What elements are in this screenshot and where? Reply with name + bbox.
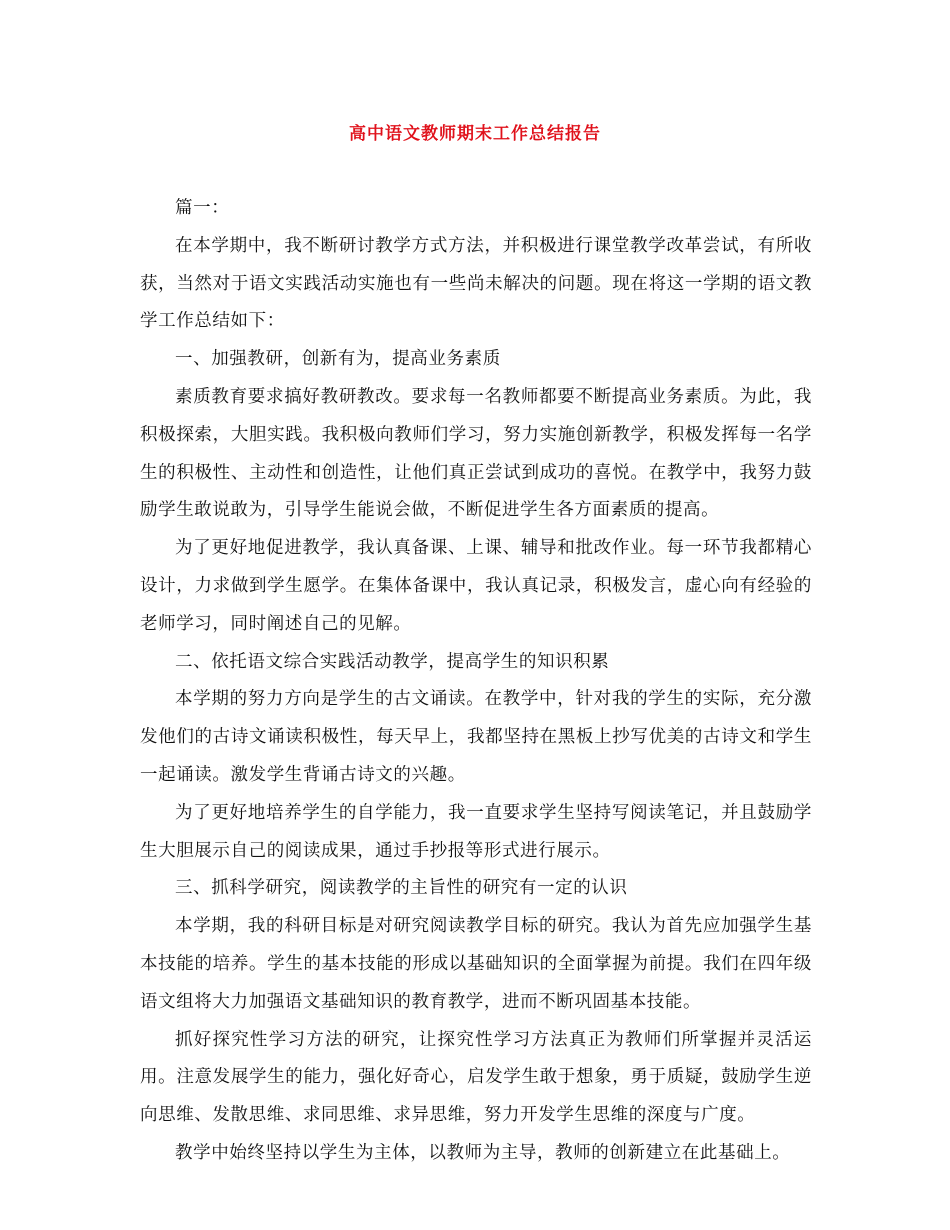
paragraph-3b: 抓好探究性学习方法的研究，让探究性学习方法真正为教师们所掌握并灵活运用。注意发展学生的能力，强化好奇心，启发学生敢于想象，勇于质疑，鼓励学生逆向思维、发散思维、求同思维、求异思维，努力开发学生思维的深度与广度。: [140, 1029, 812, 1126]
document-title: 高中语文教师期末工作总结报告: [349, 124, 601, 144]
paragraph-section-label: 篇一：: [175, 198, 230, 218]
paragraph-1b: 为了更好地促进教学，我认真备课、上课、辅导和批改作业。每一环节我都精心设计，力求做到学生愿学。在集体备课中，我认真记录，积极发言，虚心向有经验的老师学习，同时阐述自己的见解。: [140, 538, 812, 634]
paragraph-2a: 本学期的努力方向是学生的古文诵读。在教学中，针对我的学生的实际，充分激发他们的古诗文诵读积极性，每天早上，我都坚持在黑板上抄写优美的古诗文和学生一起诵读。激发学生背诵古诗文的兴趣。: [140, 689, 812, 785]
paragraph-2b: 为了更好地培养学生的自学能力，我一直要求学生坚持写阅读笔记，并且鼓励学生大胆展示自己的阅读成果，通过手抄报等形式进行展示。: [140, 802, 812, 861]
heading-section-1: 一、加强教研，创新有为，提高业务素质: [175, 349, 501, 370]
heading-section-3: 三、抓科学研究，阅读教学的主旨性的研究有一定的认识: [175, 878, 628, 899]
paragraph-1a: 素质教育要求搞好教研教改。要求每一名教师都要不断提高业务素质。为此，我积极探索，大胆实践。我积极向教师们学习，努力实施创新教学，积极发挥每一名学生的积极性、主动性和创造性，让他们真正尝试到成功的喜悦。在教学中，我努力鼓励学生敢说敢为，引导学生能说会做，不断促进学生各方面素质的提高。: [140, 386, 812, 521]
paragraph-intro: 在本学期中，我不断研讨教学方式方法，并积极进行课堂教学改革尝试，有所收获，当然对于语文实践活动实施也有一些尚未解决的问题。现在将这一学期的语文教学工作总结如下：: [140, 235, 812, 332]
paragraph-3a: 本学期，我的科研目标是对研究阅读教学目标的研究。我认为首先应加强学生基本技能的培养。学生的基本技能的形成以基础知识的全面掌握为前提。我们在四年级语文组将大力加强语文基础知识的教育教学，进而不断巩固基本技能。: [140, 916, 812, 1012]
paragraph-3c: 教学中始终坚持以学生为主体，以教师为主导，教师的创新建立在此基础上。: [175, 1142, 791, 1163]
heading-section-2: 二、依托语文综合实践活动教学，提高学生的知识积累: [175, 651, 610, 672]
document-body: [140, 190, 812, 1173]
